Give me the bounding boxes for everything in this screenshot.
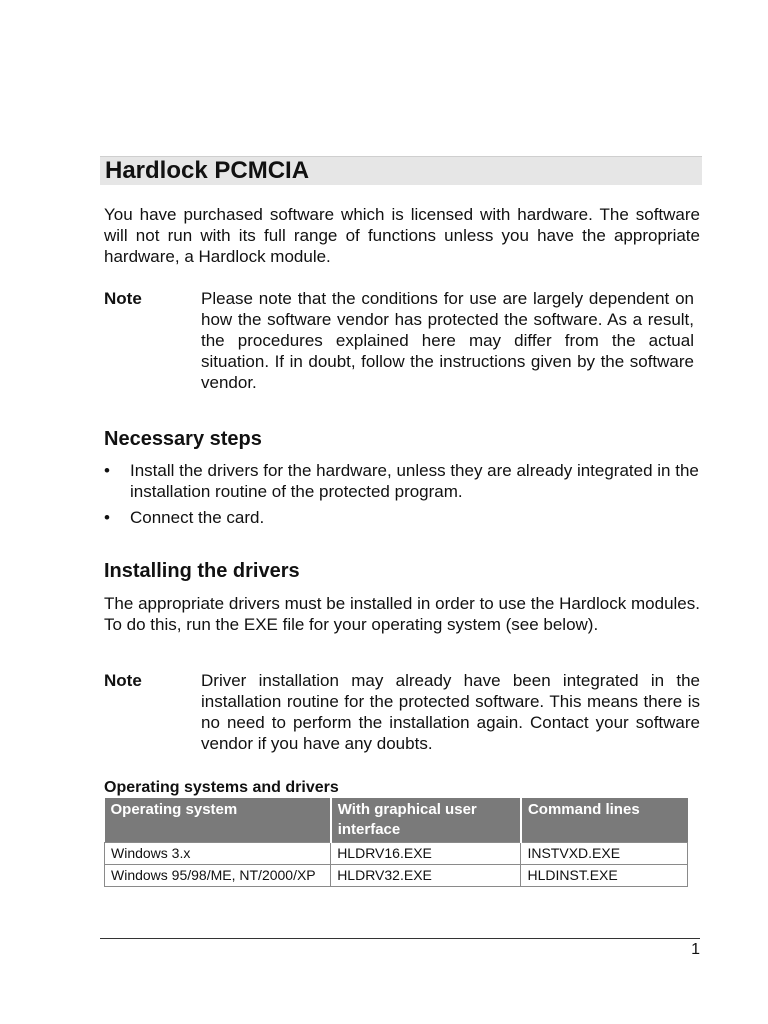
table-cell: HLDINST.EXE	[521, 865, 688, 887]
note-label: Note	[104, 671, 142, 690]
column-header: With graphical user interface	[331, 798, 521, 843]
list-item	[104, 507, 702, 528]
table-cell: Windows 3.x	[105, 843, 331, 865]
footer-divider	[100, 938, 700, 939]
note-text: Please note that the conditions for use are largely dependent on how the software vendor has protected the software. As a result, the procedures explained here may differ from the actual situation. If in doubt, follow the instructions given by the software vendor.	[201, 289, 694, 392]
note-text: Driver installation may already have been integrated in the installation routine for the protected software. This means there is no need to perform the installation again. Contact your software vendor if you have any doubts.	[201, 671, 700, 753]
column-header: Command lines	[521, 798, 688, 843]
table-caption: Operating systems and drivers	[104, 779, 339, 796]
note-label: Note	[104, 289, 142, 308]
title-bar	[100, 156, 702, 185]
bullet-icon: •	[104, 461, 110, 480]
table-cell: INSTVXD.EXE	[521, 843, 688, 865]
table-cell: HLDRV32.EXE	[331, 865, 521, 887]
intro-paragraph: You have purchased software which is licensed with hardware. The software will not run with its full range of functions unless you have the appropriate hardware, a Hardlock module.	[104, 205, 700, 266]
list-item-text: Connect the card.	[130, 508, 265, 527]
steps-list	[104, 460, 702, 533]
section-heading-install: Installing the drivers	[104, 560, 300, 582]
list-item-text: Install the drivers for the hardware, unless they are already integrated in the installation routine of the protected program.	[130, 461, 699, 501]
table-cell: Windows 95/98/ME, NT/2000/XP	[105, 865, 331, 887]
drivers-table	[104, 798, 688, 887]
install-paragraph: The appropriate drivers must be installed in order to use the Hardlock modules. To do this, run the EXE file for your operating system (see below).	[104, 594, 700, 634]
bullet-icon: •	[104, 508, 110, 527]
table-row	[105, 843, 688, 865]
section-heading-steps: Necessary steps	[104, 428, 262, 450]
table-header-row	[105, 798, 688, 843]
table-cell: HLDRV16.EXE	[331, 843, 521, 865]
column-header: Operating system	[105, 798, 331, 843]
list-item	[104, 460, 702, 502]
page-title: Hardlock PCMCIA	[105, 157, 310, 184]
table-row	[105, 865, 688, 887]
page-number: 1	[691, 941, 700, 958]
